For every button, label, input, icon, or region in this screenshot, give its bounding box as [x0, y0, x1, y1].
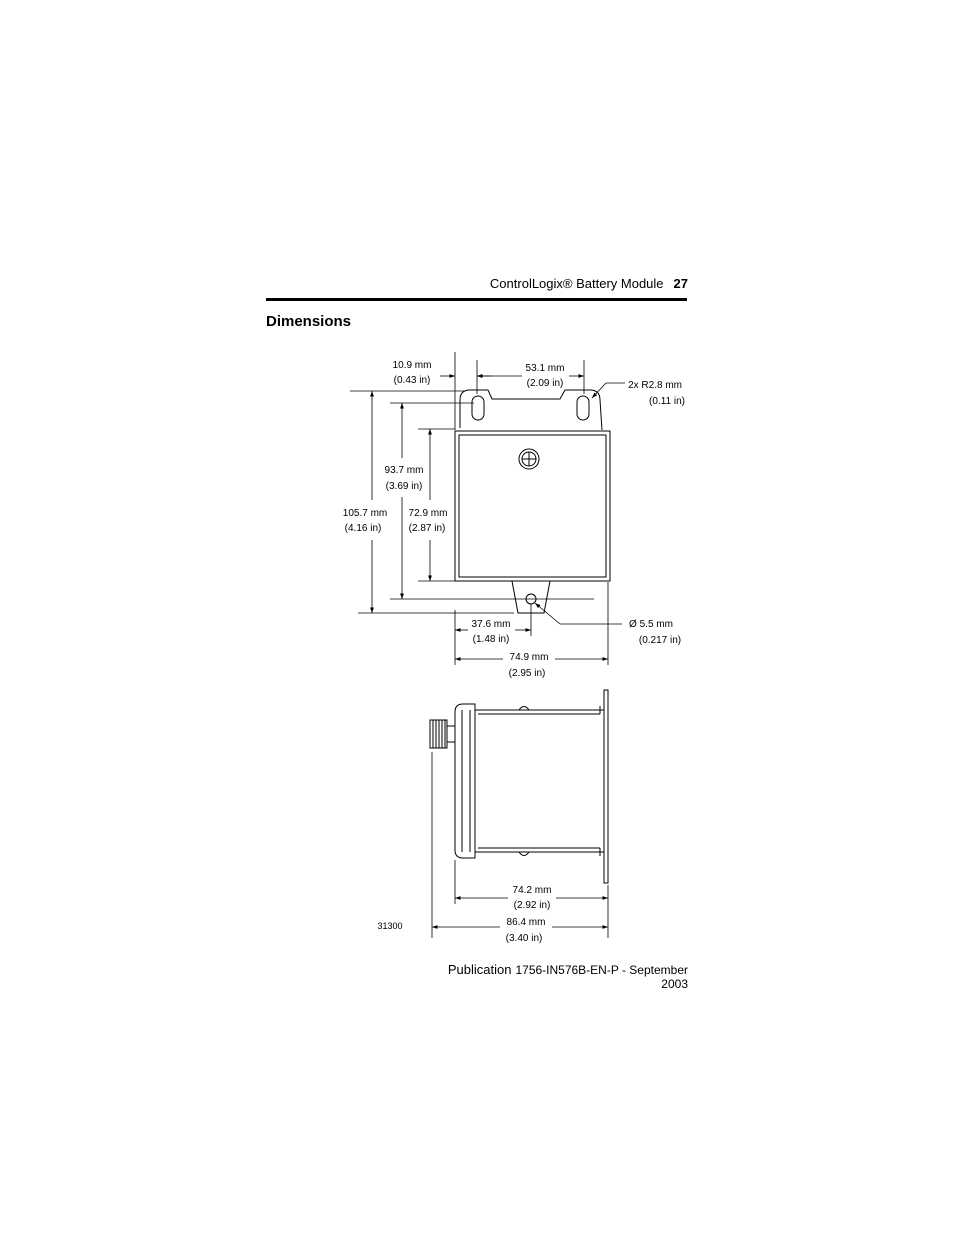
- side-dimension-labels: [377, 885, 551, 944]
- dim-37-6-in: (1.48 in): [472, 634, 510, 645]
- footer-publication: 1756-IN576B-EN-P - September 2003: [515, 963, 688, 991]
- dim-53-1-mm: 53.1 mm: [525, 363, 565, 374]
- figure-id: 31300: [377, 921, 403, 931]
- side-view: [430, 690, 608, 883]
- dim-93-7-in: (3.69 in): [385, 481, 423, 492]
- dim-72-9-in: (2.87 in): [408, 523, 446, 534]
- dim-10-9-mm: 10.9 mm: [392, 360, 432, 371]
- front-view: [455, 390, 610, 613]
- dim-93-7-mm: 93.7 mm: [384, 465, 424, 476]
- footer: [440, 962, 688, 991]
- dim-dia-5-5-in: (0.217 in): [638, 635, 682, 646]
- dim-53-1-in: (2.09 in): [526, 378, 564, 389]
- front-dimension-labels: [343, 360, 685, 679]
- section-title: Dimensions: [266, 313, 352, 330]
- dim-74-2-mm: 74.2 mm: [512, 885, 552, 896]
- dim-72-9-mm: 72.9 mm: [408, 508, 448, 519]
- header-title: ControlLogix® Battery Module: [489, 276, 664, 291]
- page-number: 27: [673, 276, 688, 291]
- footer-label: Publication: [447, 962, 512, 977]
- dim-74-9-in: (2.95 in): [508, 668, 546, 679]
- dim-105-7-mm: 105.7 mm: [342, 508, 388, 519]
- dim-r2-8-mm: 2x R2.8 mm: [628, 380, 682, 391]
- dim-10-9-in: (0.43 in): [393, 375, 431, 386]
- dim-86-4-mm: 86.4 mm: [506, 917, 546, 928]
- dim-74-2-in: (2.92 in): [513, 900, 551, 911]
- dim-r2-8-in: (0.11 in): [649, 396, 685, 407]
- dim-105-7-in: (4.16 in): [344, 523, 382, 534]
- dim-74-9-mm: 74.9 mm: [509, 652, 549, 663]
- dim-37-6-mm: 37.6 mm: [471, 619, 511, 630]
- dim-86-4-in: (3.40 in): [505, 933, 543, 944]
- dim-dia-5-5-mm: Ø 5.5 mm: [629, 619, 673, 630]
